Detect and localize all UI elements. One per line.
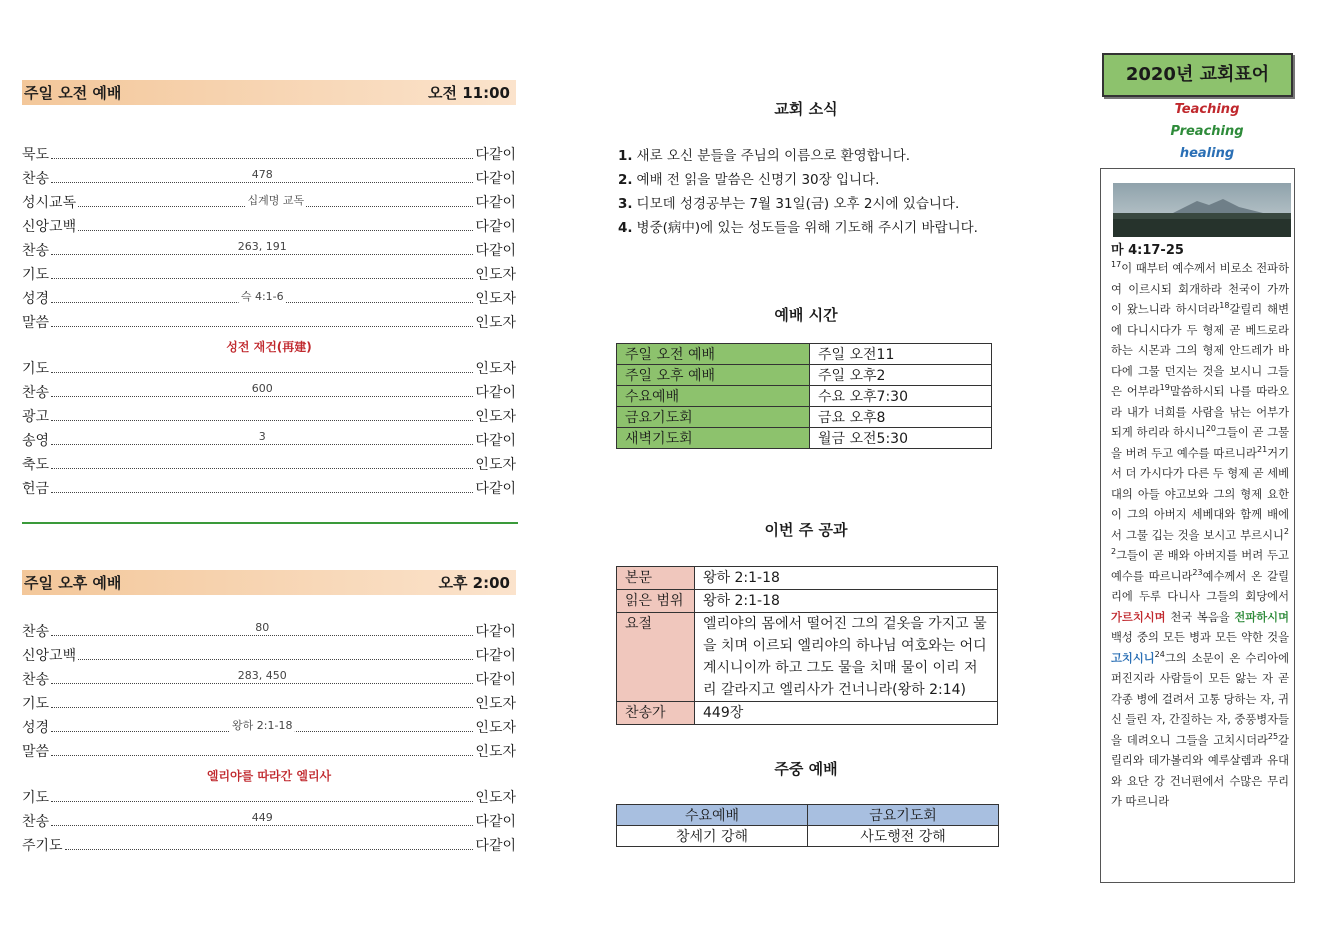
worship-time-row [617, 428, 992, 449]
service-item-leader: 다같이 [475, 385, 516, 401]
dot-leader [51, 695, 473, 708]
service-item-detail: 슥 4:1-6 [240, 290, 284, 303]
news-list [618, 144, 978, 240]
service-item-leader: 인도자 [475, 409, 516, 425]
service-item-detail: 600 [251, 382, 273, 395]
service-item-leader: 다같이 [475, 195, 516, 211]
service-order-row [22, 406, 516, 430]
news-item [618, 144, 978, 168]
service-item-leader: 다같이 [475, 838, 516, 854]
dot-leader [51, 813, 473, 826]
service-order-row [22, 787, 516, 811]
dot-leader [51, 146, 473, 159]
service-item-leader: 인도자 [475, 696, 516, 712]
service-item-leader: 다같이 [475, 171, 516, 187]
service-item-detail: 283, 450 [237, 669, 287, 682]
lesson-row [617, 567, 998, 590]
service-item-name: 말씀 [22, 315, 50, 331]
service-item-name: 찬송 [22, 385, 50, 401]
midweek-value-wed: 창세기 강해 [617, 826, 808, 847]
motto-slogan: healing [1179, 146, 1235, 161]
worship-time-row [617, 365, 992, 386]
dot-leader [51, 384, 473, 397]
service-item-name: 찬송 [22, 243, 50, 259]
worship-time-row [617, 407, 992, 428]
news-number: 3. [618, 196, 633, 212]
morning-sermon-title: 성전 재건(再建) [226, 340, 312, 354]
lesson-title: 이번 주 공과 [764, 521, 848, 539]
service-item-leader: 인도자 [475, 744, 516, 760]
service-item-name: 주기도 [22, 838, 63, 854]
service-item-name: 축도 [22, 457, 50, 473]
service-item-name: 찬송 [22, 814, 50, 830]
morning-service-title: 주일 오전 예배 [24, 84, 122, 102]
worship-time: 금요 오후8 [810, 407, 992, 428]
service-item-leader: 다같이 [475, 672, 516, 688]
news-number: 4. [618, 220, 633, 236]
service-item-leader: 인도자 [475, 291, 516, 307]
service-order-row [22, 669, 516, 693]
lesson-row [617, 702, 998, 725]
dot-leader [51, 242, 473, 255]
lesson-value: 449장 [695, 702, 998, 725]
service-item-name: 성경 [22, 291, 50, 307]
morning-order-list [22, 144, 516, 502]
service-order-row [22, 144, 516, 168]
afternoon-service-header [22, 570, 516, 595]
service-order-row [22, 811, 516, 835]
verse-number: 22 [1111, 526, 1289, 557]
service-order-row [22, 717, 516, 741]
service-item-leader: 다같이 [475, 219, 516, 235]
midweek-header-fri: 금요기도회 [808, 805, 999, 826]
worship-time: 월금 오전5:30 [810, 428, 992, 449]
lesson-row [617, 613, 998, 702]
verse-number: 21 [1256, 444, 1268, 454]
dot-leader [51, 360, 473, 373]
service-item-name: 기도 [22, 267, 50, 283]
lesson-table [616, 566, 998, 725]
news-text: 디모데 성경공부는 7월 31일(금) 오후 2시에 있습니다. [636, 196, 960, 212]
verse-number: 20 [1205, 424, 1216, 434]
dot-leader [51, 314, 473, 327]
service-item-leader: 다같이 [475, 648, 516, 664]
section-divider [22, 522, 518, 524]
dot-leader [51, 719, 473, 732]
dot-leader [78, 647, 473, 660]
worship-name: 수요예배 [617, 386, 810, 407]
highlight-teaching: 가르치시며 [1111, 610, 1166, 624]
worship-time-row [617, 386, 992, 407]
afternoon-service-time: 오후 2:00 [438, 574, 510, 592]
service-order-row [22, 454, 516, 478]
lesson-key: 읽은 범위 [617, 590, 695, 613]
worship-times-table [616, 343, 992, 449]
dot-leader [78, 218, 473, 231]
service-order-row [22, 288, 516, 312]
scripture-box [1100, 168, 1295, 883]
service-item-name: 묵도 [22, 147, 50, 163]
service-item-leader: 인도자 [475, 790, 516, 806]
verse-number: 24 [1154, 649, 1165, 659]
dot-leader [65, 837, 474, 850]
worship-time: 주일 오전11 [810, 344, 992, 365]
service-item-leader: 인도자 [475, 720, 516, 736]
morning-service-time: 오전 11:00 [428, 84, 510, 102]
church-motto-title: 2020년 교회표어 [1102, 53, 1293, 97]
service-item-leader: 다같이 [475, 814, 516, 830]
news-text: 새로 오신 분들을 주님의 이름으로 환영합니다. [636, 148, 911, 164]
dot-leader [51, 170, 473, 183]
lesson-value: 엘리야의 몸에서 떨어진 그의 겉옷을 가지고 물을 치며 이르되 엘리야의 하나님 여호와는 어디 계시니이까 하고 그도 물을 치매 물이 이리 저리 갈라지고 엘리사가 건너니라(왕하 2:14) [695, 613, 998, 702]
lesson-key: 찬송가 [617, 702, 695, 725]
news-item [618, 216, 978, 240]
service-order-row [22, 168, 516, 192]
service-item-leader: 인도자 [475, 267, 516, 283]
dot-leader [51, 671, 473, 684]
dot-leader [51, 623, 473, 636]
verse-number: 19 [1159, 383, 1170, 393]
service-order-row [22, 240, 516, 264]
lesson-key: 본문 [617, 567, 695, 590]
service-item-name: 찬송 [22, 672, 50, 688]
dot-leader [51, 408, 473, 421]
service-item-name: 찬송 [22, 171, 50, 187]
service-item-leader: 다같이 [475, 243, 516, 259]
service-order-row [22, 621, 516, 645]
service-item-name: 기도 [22, 696, 50, 712]
news-item [618, 168, 978, 192]
lesson-key: 요절 [617, 613, 695, 702]
service-item-leader: 다같이 [475, 433, 516, 449]
service-item-name: 신앙고백 [22, 219, 77, 235]
service-item-name: 성경 [22, 720, 50, 736]
service-item-name: 송영 [22, 433, 50, 449]
service-order-row [22, 430, 516, 454]
scripture-text: $^{17}$이 때부터 예수께서 비로소 전파하여 이르시되 회개하라 천국이 가까이 왔느니라 하시더라$^{18}$갈릴리 해변에 다니시다가 두 형제 곧 베드로라 하는 시몬과 그의 형제 안드레가 바다에 그물 던지는 것을 보시니 그들은 어부라$^{19}$말씀하시되 나를 따라오라 내가 너희를 사람을 낚는 어부가 되게 하리라 하시니$^{20}$그들이 곧 그물을 버려 두고 예수를 따르니라$^{21}$거기서 더 가시다가 다른 두 형제 곧 세베대의 아들 야고보와 그의 형제 요한이 그의 아버지 세베대와 함께 배에서 그물 깁는 것을 보시고 부르시니$^{22}$그들이 곧 배와 아버지를 버려 두고 예수를 따르니라$^{23}$예수께서 온 갈릴리에 두루 다니사 그들의 회당에서 가르치시며 천국 복음을 전파하시며 백성 중의 모든 병과 모든 약한 것을 고치시니$^{24}$그의 소문이 온 수리아에 퍼진지라 사람들이 모든 앓는 자 곧 각종 병에 걸려서 고통 당하는 자, 귀신 들린 자, 간질하는 자, 중풍병자들을 데려오니 그들을 고치시더라$^{25}$갈릴리와 데가볼리와 예루살렘과 유대와 요단 강 건너편에서 수많은 무리가 따르니라 [1111, 260, 1290, 808]
service-item-name: 광고 [22, 409, 50, 425]
service-item-detail: 왕하 2:1-18 [232, 719, 293, 732]
news-text: 병중(病中)에 있는 성도들을 위해 기도해 주시기 바랍니다. [636, 220, 978, 236]
service-item-detail: 263, 191 [237, 240, 287, 253]
worship-name: 주일 오전 예배 [617, 344, 810, 365]
verse-number: 23 [1192, 567, 1203, 577]
service-item-leader: 인도자 [475, 361, 516, 377]
service-order-row [22, 216, 516, 240]
service-order-row [22, 478, 516, 502]
morning-service-header [22, 80, 516, 105]
service-item-leader: 다같이 [475, 147, 516, 163]
service-order-row [22, 645, 516, 669]
verse-number: 25 [1267, 731, 1279, 741]
dot-leader [51, 290, 473, 303]
service-order-row [22, 312, 516, 336]
motto-slogan: Preaching [1170, 124, 1244, 139]
lesson-value: 왕하 2:1-18 [695, 590, 998, 613]
service-order-row [22, 693, 516, 717]
service-order-row [22, 264, 516, 288]
worship-time: 주일 오후2 [810, 365, 992, 386]
midweek-table [616, 804, 999, 847]
service-item-leader: 다같이 [475, 624, 516, 640]
service-order-row [22, 835, 516, 859]
dot-leader [51, 743, 473, 756]
news-number: 2. [618, 172, 633, 188]
lesson-value: 왕하 2:1-18 [695, 567, 998, 590]
worship-name: 새벽기도회 [617, 428, 810, 449]
service-item-name: 기도 [22, 361, 50, 377]
service-item-name: 말씀 [22, 744, 50, 760]
midweek-header-wed: 수요예배 [617, 805, 808, 826]
service-order-row [22, 358, 516, 382]
service-item-name: 신앙고백 [22, 648, 77, 664]
midweek-value-fri: 사도행전 강해 [808, 826, 999, 847]
service-item-name: 기도 [22, 790, 50, 806]
afternoon-service-title: 주일 오후 예배 [24, 574, 122, 592]
service-item-leader: 인도자 [475, 315, 516, 331]
news-item [618, 192, 978, 216]
service-item-detail: 3 [258, 430, 266, 443]
worship-name: 주일 오후 예배 [617, 365, 810, 386]
mountain-landscape-image [1113, 183, 1291, 237]
dot-leader [51, 480, 473, 493]
verse-number: 18 [1219, 301, 1230, 311]
service-item-detail: 478 [251, 168, 273, 181]
lesson-row [617, 590, 998, 613]
service-item-name: 헌금 [22, 481, 50, 497]
dot-leader [51, 789, 473, 802]
service-order-row [22, 192, 516, 216]
service-item-leader: 인도자 [475, 457, 516, 473]
highlight-preaching: 전파하시며 [1234, 610, 1289, 624]
service-order-row [22, 741, 516, 765]
dot-leader [51, 456, 473, 469]
verse-number: 17 [1111, 260, 1122, 270]
afternoon-order-list [22, 621, 516, 859]
dot-leader [78, 194, 473, 207]
afternoon-sermon-title: 엘리야를 따라간 엘리사 [206, 769, 332, 783]
dot-leader [51, 266, 473, 279]
midweek-title: 주중 예배 [774, 760, 838, 778]
service-item-detail: 십계명 교독 [247, 194, 305, 207]
highlight-healing: 고치시니 [1111, 651, 1155, 665]
service-item-detail: 449 [251, 811, 273, 824]
scripture-reference: 마 4:17-25 [1111, 243, 1184, 258]
dot-leader [51, 432, 473, 445]
service-item-name: 찬송 [22, 624, 50, 640]
service-item-name: 성시교독 [22, 195, 77, 211]
service-order-row [22, 382, 516, 406]
news-title: 교회 소식 [774, 100, 838, 118]
worship-times-title: 예배 시간 [774, 306, 838, 324]
service-item-leader: 다같이 [475, 481, 516, 497]
service-item-detail: 80 [255, 621, 270, 634]
worship-time: 수요 오후7:30 [810, 386, 992, 407]
worship-time-row [617, 344, 992, 365]
news-number: 1. [618, 148, 633, 164]
worship-name: 금요기도회 [617, 407, 810, 428]
news-text: 예배 전 읽을 말씀은 신명기 30장 입니다. [636, 172, 880, 188]
motto-slogan: Teaching [1174, 102, 1240, 117]
